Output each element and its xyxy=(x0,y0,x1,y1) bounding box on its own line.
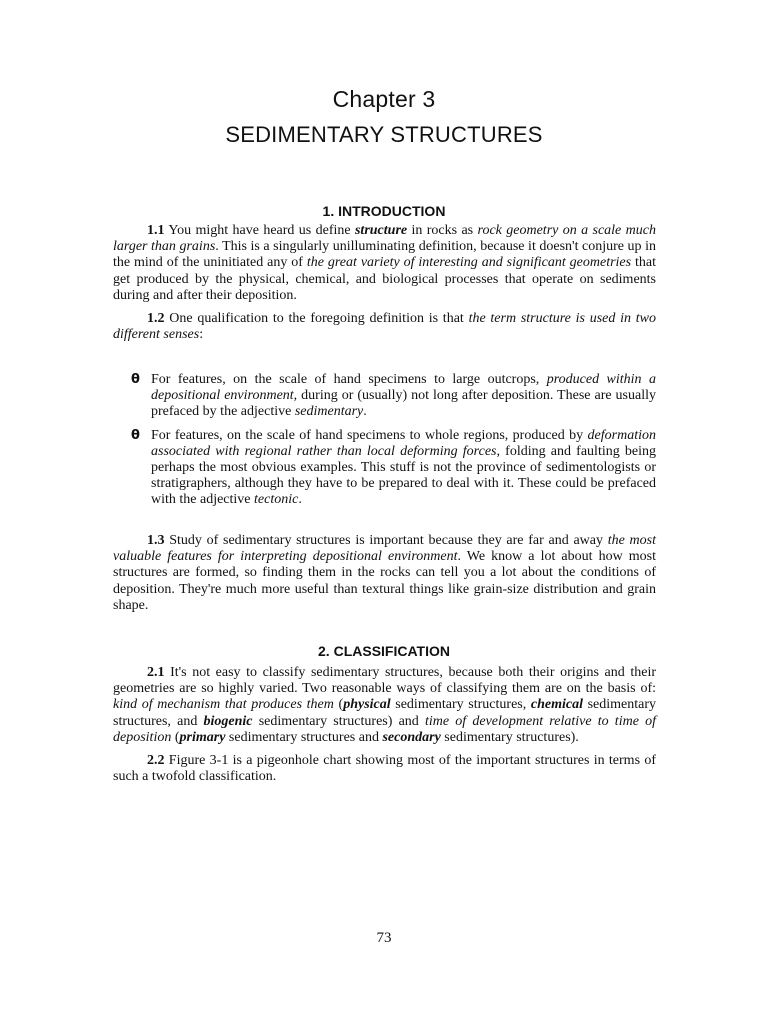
text-run: You might have heard us define xyxy=(164,223,355,238)
text-run: . xyxy=(363,404,367,420)
emphasized-text: structure xyxy=(354,223,408,238)
emphasized-text: deformation associated with regional rather than local deforming forces xyxy=(151,427,656,459)
emphasized-text: chemical xyxy=(530,697,583,713)
intro-closing-paragraph xyxy=(113,533,656,614)
text-run: ( xyxy=(171,729,180,745)
paragraph-1-2 xyxy=(113,311,656,343)
intro-paragraphs xyxy=(113,223,656,343)
emphasized-text: sedimentary xyxy=(294,404,364,420)
emphasized-text: the most valuable features for interpreting depositional environment xyxy=(113,533,656,565)
paragraph-number: 1.2 xyxy=(147,311,165,327)
paragraph-2-2 xyxy=(113,753,656,785)
emphasized-text: the great variety of interesting and significant geometries xyxy=(306,255,632,271)
text-run: . This is a singularly unilluminating definition, because it doesn't conjure up in the mind of the uninitiated any of xyxy=(113,239,656,271)
text-run: ( xyxy=(333,697,344,713)
emphasized-text: tectonic xyxy=(254,492,299,508)
classification-paragraphs xyxy=(113,665,656,785)
paragraph-number: 1.1 xyxy=(147,223,165,238)
emphasized-text: rock geometry on a scale much larger than grains xyxy=(113,223,656,255)
text-run: that get produced by the physical, chemical, and biological processes that operate on sediments during and after their deposition. xyxy=(113,255,656,303)
emphasized-text: physical xyxy=(343,697,391,713)
paragraph-1-1 xyxy=(113,223,656,304)
list-item xyxy=(131,372,656,421)
text-run: in rocks as xyxy=(407,223,478,238)
text-run: sedimentary structures) and xyxy=(252,713,425,729)
section-heading-introduction: 1. INTRODUCTION xyxy=(322,203,446,219)
text-run: . xyxy=(298,492,302,508)
paragraph-2-1 xyxy=(113,665,656,746)
paragraph-number: 2.2 xyxy=(147,753,165,769)
text-run: , folding and faulting being perhaps the most obvious examples. This stuff is not the province of sedimentologists or stratigraphers, although they have to be prepared to deal with it. These could be prefaced with the adjective xyxy=(151,443,656,508)
theta-bullet-icon: θ xyxy=(131,372,140,387)
paragraph-number: 1.3 xyxy=(147,533,165,548)
emphasized-text: biogenic xyxy=(203,713,253,729)
emphasized-text: produced within a depositional environment xyxy=(151,372,657,404)
text-run: sedimentary structures, and xyxy=(113,697,657,729)
text-run: sedimentary structures and xyxy=(225,729,383,745)
text-run: sedimentary structures). xyxy=(440,729,579,745)
text-run: For features, on the scale of hand specimens to large outcrops, xyxy=(151,372,547,387)
text-run: sedimentary structures, xyxy=(390,697,531,713)
theta-bullet-icon: θ xyxy=(131,427,140,443)
chapter-title: SEDIMENTARY STRUCTURES xyxy=(225,122,543,147)
text-run: , during or (usually) not long after deposition. These are usually prefaced by the adjective xyxy=(151,388,656,420)
emphasized-text: time of development relative to time of deposition xyxy=(113,713,656,745)
emphasized-text: kind of mechanism that produces them xyxy=(113,697,334,713)
paragraph-number: 2.1 xyxy=(147,665,165,680)
emphasized-text: the term structure is used in two different senses xyxy=(113,311,657,343)
list-item xyxy=(131,428,656,509)
emphasized-text: primary xyxy=(179,729,226,745)
paragraph-1-3 xyxy=(113,533,656,614)
text-run: It's not easy to classify sedimentary structures, because both their origins and their geometries are so highly varied. Two reasonable ways of classifying them are on the basis of: xyxy=(113,665,656,697)
structure-senses-list xyxy=(131,372,656,509)
text-run: One qualification to the foregoing definition is that xyxy=(164,311,469,327)
text-run: For features, on the scale of hand specimens to whole regions, produced by xyxy=(151,427,588,443)
text-run: . We know a lot about how most structures are formed, so finding them in the rocks can tell you a lot about the conditions of deposition. They're much more useful than textural things like grain-size distribution and grain shape. xyxy=(113,549,656,613)
chapter-label: Chapter 3 xyxy=(332,86,436,112)
text-run: Figure 3-1 is a pigeonhole chart showing most of the important structures in terms of such a twofold classification. xyxy=(113,753,656,785)
emphasized-text: secondary xyxy=(382,729,441,745)
text-run: Study of sedimentary structures is important because they are far and away xyxy=(164,533,608,548)
text-run: : xyxy=(199,327,204,343)
section-heading-classification: 2. CLASSIFICATION xyxy=(318,643,450,659)
page-number: 73 xyxy=(376,930,392,946)
